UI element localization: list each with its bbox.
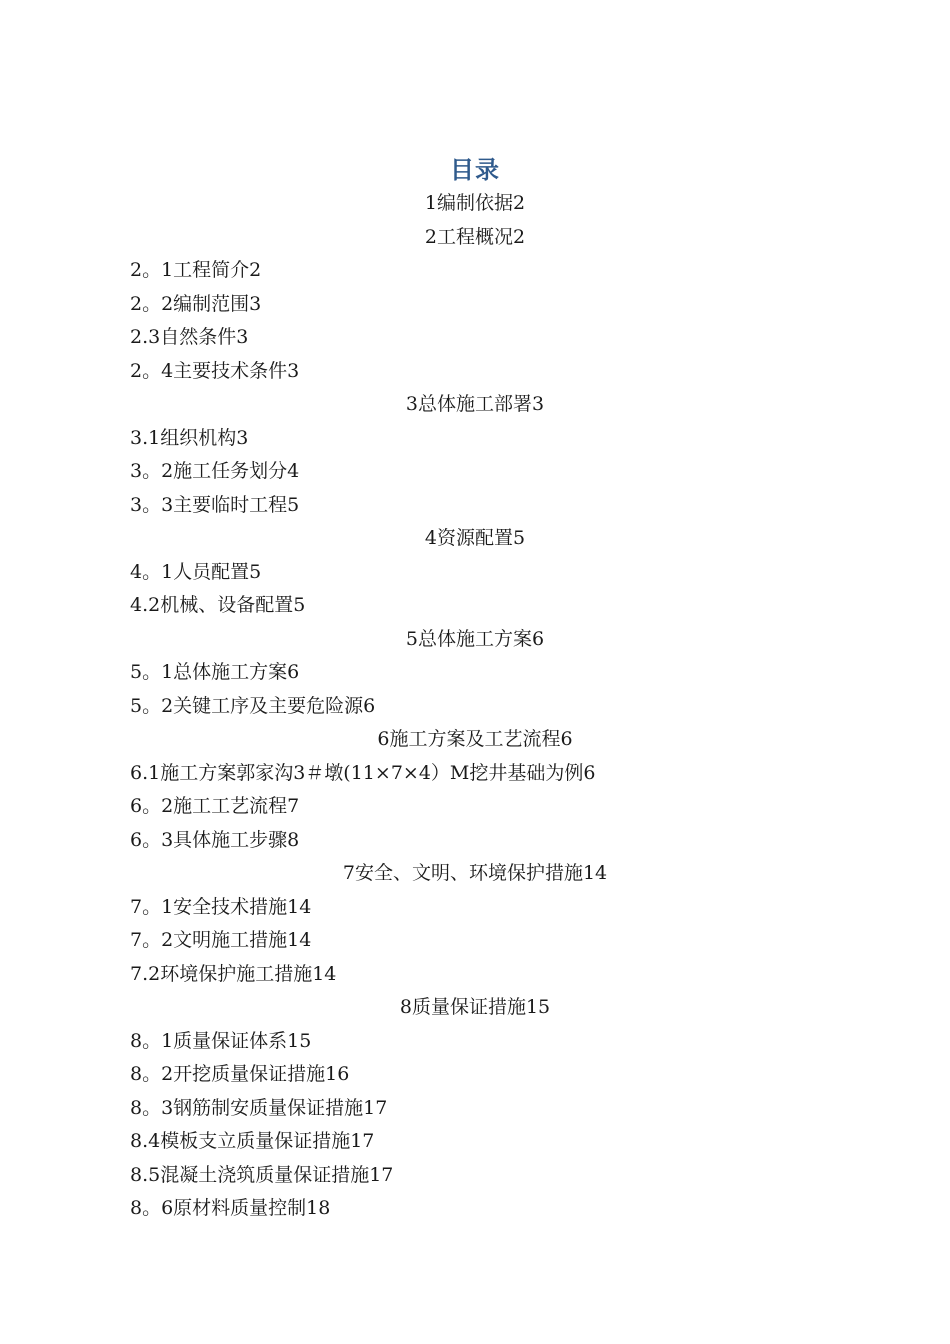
toc-entry-chapter-2[interactable]: 2工程概况2 (424, 225, 526, 248)
toc-entry-2-2[interactable]: 2。2编制范围3 (130, 292, 262, 315)
toc-entry-chapter-7[interactable]: 7安全、文明、环境保护措施14 (342, 862, 608, 884)
toc-entry-7-1[interactable]: 7。1安全技术措施14 (130, 895, 312, 918)
toc-entry-7-2[interactable]: 7。2文明施工措施14 (130, 929, 312, 951)
toc-entry-3-3[interactable]: 3。3主要临时工程5 (130, 493, 300, 516)
toc-entry-8-1[interactable]: 8。1质量保证体系15 (130, 1029, 312, 1052)
toc-entry-3-2[interactable]: 3。2施工任务划分4 (130, 460, 300, 482)
toc-entry-7-2b[interactable]: 7.2环境保护施工措施14 (130, 962, 337, 985)
toc-entry-4-1[interactable]: 4。1人员配置5 (130, 560, 262, 583)
toc-entry-chapter-1[interactable]: 1编制依据2 (424, 192, 526, 214)
toc-entry-8-6[interactable]: 8。6原材料质量控制18 (130, 1197, 331, 1219)
toc-entry-8-3[interactable]: 8。3钢筋制安质量保证措施17 (130, 1096, 388, 1119)
toc-entry-6-3[interactable]: 6。3具体施工步骤8 (130, 828, 300, 851)
toc-entry-2-4[interactable]: 2。4主要技术条件3 (130, 359, 300, 382)
toc-entry-6-1[interactable]: 6.1施工方案郭家沟3＃墩(11×7×4）M挖井基础为例6 (130, 761, 596, 784)
toc-entry-chapter-4[interactable]: 4资源配置5 (424, 527, 526, 549)
toc-entry-8-4[interactable]: 8.4模板支立质量保证措施17 (130, 1130, 375, 1152)
toc-entry-3-1[interactable]: 3.1组织机构3 (130, 426, 249, 449)
toc-entry-6-2[interactable]: 6。2施工工艺流程7 (130, 795, 300, 817)
toc-entry-5-1[interactable]: 5。1总体施工方案6 (130, 661, 300, 683)
toc-entry-2-1[interactable]: 2。1工程简介2 (130, 259, 262, 281)
toc-entry-2-3[interactable]: 2.3自然条件3 (130, 326, 249, 348)
toc-entry-8-5[interactable]: 8.5混凝土浇筑质量保证措施17 (130, 1163, 394, 1186)
toc-entry-chapter-8[interactable]: 8质量保证措施15 (399, 996, 551, 1018)
toc-entry-4-2[interactable]: 4.2机械、设备配置5 (130, 594, 306, 616)
toc-title: 目录 (450, 156, 500, 184)
toc-entry-chapter-5[interactable]: 5总体施工方案6 (405, 627, 545, 650)
toc-entry-5-2[interactable]: 5。2关键工序及主要危险源6 (130, 694, 376, 717)
toc-entry-chapter-3[interactable]: 3总体施工部署3 (405, 393, 545, 415)
toc-entry-chapter-6[interactable]: 6施工方案及工艺流程6 (377, 728, 573, 750)
toc-entry-8-2[interactable]: 8。2开挖质量保证措施16 (130, 1063, 350, 1085)
toc-list (0, 187, 950, 1226)
